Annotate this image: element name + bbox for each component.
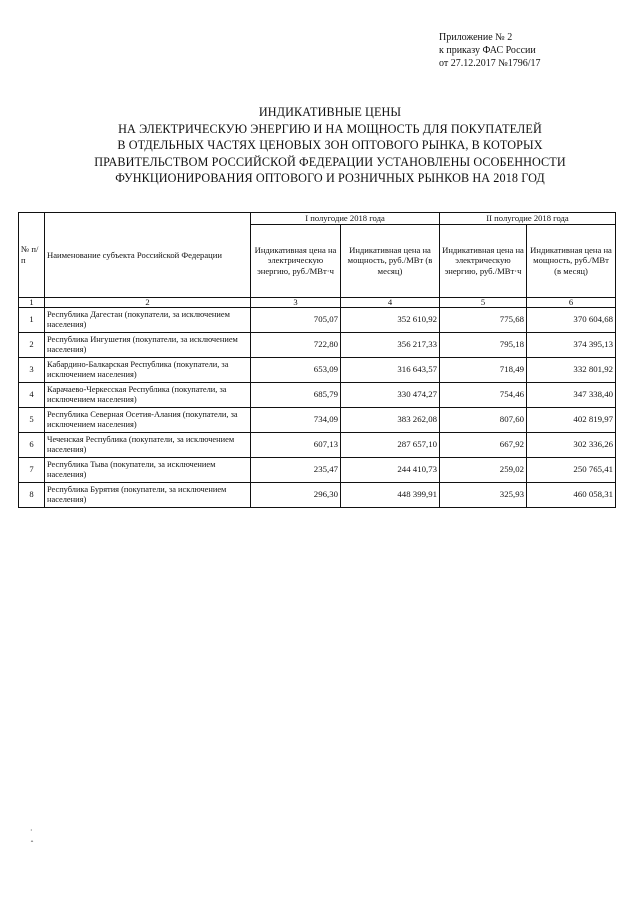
- energy-price-h2: 718,49: [440, 357, 527, 382]
- table-row: [19, 307, 616, 332]
- region-name: Кабардино-Балкарская Республика (покупатели, за исключением населения): [45, 357, 251, 382]
- region-name: Чеченская Республика (покупатели, за исключением населения): [45, 432, 251, 457]
- title-line: В ОТДЕЛЬНЫХ ЧАСТЯХ ЦЕНОВЫХ ЗОН ОПТОВОГО РЫНКА, В КОТОРЫХ: [117, 138, 543, 152]
- energy-price-h2: 667,92: [440, 432, 527, 457]
- column-numbers-row: [19, 297, 616, 307]
- title-line: НА ЭЛЕКТРИЧЕСКУЮ ЭНЕРГИЮ И НА МОЩНОСТЬ ДЛЯ ПОКУПАТЕЛЕЙ: [118, 121, 542, 136]
- energy-price-h1: 722,80: [251, 332, 341, 357]
- appendix-line: Приложение № 2: [439, 32, 513, 43]
- row-number: 7: [19, 457, 45, 482]
- power-price-h2: 250 765,41: [527, 457, 616, 482]
- power-price-h2: 347 338,40: [527, 382, 616, 407]
- header-num: № п/п: [19, 213, 45, 298]
- appendix-note: [439, 31, 619, 70]
- table-row: [19, 457, 616, 482]
- title-line: ИНДИКАТИВНЫЕ ЦЕНЫ: [258, 105, 402, 119]
- energy-price-h2: 754,46: [440, 382, 527, 407]
- energy-price-h1: 653,09: [251, 357, 341, 382]
- prices-table: [18, 212, 616, 508]
- power-price-h2: 332 801,92: [527, 357, 616, 382]
- energy-price-h2: 807,60: [440, 407, 527, 432]
- region-name: Республика Тыва (покупатели, за исключением населения): [45, 457, 251, 482]
- region-name: Республика Северная Осетия-Алания (покупатели, за исключением населения): [45, 407, 251, 432]
- title-line: ФУНКЦИОНИРОВАНИЯ ОПТОВОГО И РОЗНИЧНЫХ РЫНКОВ НА 2018 ГОД: [115, 171, 545, 185]
- power-price-h2: 302 336,26: [527, 432, 616, 457]
- table-row: [19, 357, 616, 382]
- row-number: 5: [19, 407, 45, 432]
- power-price-h2: 460 058,31: [527, 482, 616, 507]
- power-price-h1: 383 262,08: [341, 407, 440, 432]
- power-price-h2: 402 819,97: [527, 407, 616, 432]
- power-price-h1: 244 410,73: [341, 457, 440, 482]
- header-name: Наименование субъекта Российской Федерации: [45, 213, 251, 298]
- row-number: 4: [19, 382, 45, 407]
- table-row: [19, 382, 616, 407]
- row-number: 3: [19, 357, 45, 382]
- energy-price-h1: 235,47: [251, 457, 341, 482]
- header-period-2: II полугодие 2018 года: [440, 213, 616, 225]
- region-name: Карачаево-Черкесская Республика (покупатели, за исключением населения): [45, 382, 251, 407]
- scan-mark: ˆ: [30, 840, 34, 849]
- column-number: 3: [251, 297, 341, 307]
- energy-price-h2: 259,02: [440, 457, 527, 482]
- table-row: [19, 482, 616, 507]
- column-number: 6: [527, 297, 616, 307]
- column-number: 1: [19, 297, 45, 307]
- column-number: 4: [341, 297, 440, 307]
- table-row: [19, 332, 616, 357]
- table-row: [19, 432, 616, 457]
- power-price-h2: 370 604,68: [527, 307, 616, 332]
- power-price-h1: 356 217,33: [341, 332, 440, 357]
- document-title: [60, 104, 600, 187]
- energy-price-h1: 296,30: [251, 482, 341, 507]
- power-price-h1: 352 610,92: [341, 307, 440, 332]
- row-number: 2: [19, 332, 45, 357]
- energy-price-h1: 734,09: [251, 407, 341, 432]
- region-name: Республика Ингушетия (покупатели, за исключением населения): [45, 332, 251, 357]
- energy-price-h2: 795,18: [440, 332, 527, 357]
- energy-price-h1: 607,13: [251, 432, 341, 457]
- region-name: Республика Дагестан (покупатели, за исключением населения): [45, 307, 251, 332]
- table-row: [19, 407, 616, 432]
- energy-price-h2: 775,68: [440, 307, 527, 332]
- header-energy-price-1: Индикативная цена на электрическую энергию, руб./МВт·ч: [251, 224, 341, 297]
- region-name: Республика Бурятия (покупатели, за исключением населения): [45, 482, 251, 507]
- power-price-h1: 316 643,57: [341, 357, 440, 382]
- energy-price-h1: 685,79: [251, 382, 341, 407]
- energy-price-h2: 325,93: [440, 482, 527, 507]
- column-number: 5: [440, 297, 527, 307]
- power-price-h1: 287 657,10: [341, 432, 440, 457]
- power-price-h1: 448 399,91: [341, 482, 440, 507]
- scan-mark: ·: [30, 826, 33, 835]
- header-power-price-2: Индикативная цена на мощность, руб./МВт (в месяц): [527, 224, 616, 297]
- row-number: 1: [19, 307, 45, 332]
- appendix-order-line: к приказу ФАС России: [439, 45, 536, 56]
- energy-price-h1: 705,07: [251, 307, 341, 332]
- appendix-date-line: от 27.12.2017 №1796/17: [439, 58, 541, 69]
- column-number: 2: [45, 297, 251, 307]
- header-period-1: I полугодие 2018 года: [251, 213, 440, 225]
- header-power-price-1: Индикативная цена на мощность, руб./МВт (в месяц): [341, 224, 440, 297]
- row-number: 8: [19, 482, 45, 507]
- header-energy-price-2: Индикативная цена на электрическую энергию, руб./МВт·ч: [440, 224, 527, 297]
- power-price-h2: 374 395,13: [527, 332, 616, 357]
- power-price-h1: 330 474,27: [341, 382, 440, 407]
- row-number: 6: [19, 432, 45, 457]
- title-line: ПРАВИТЕЛЬСТВОМ РОССИЙСКОЙ ФЕДЕРАЦИИ УСТАНОВЛЕНЫ ОСОБЕННОСТИ: [94, 154, 566, 169]
